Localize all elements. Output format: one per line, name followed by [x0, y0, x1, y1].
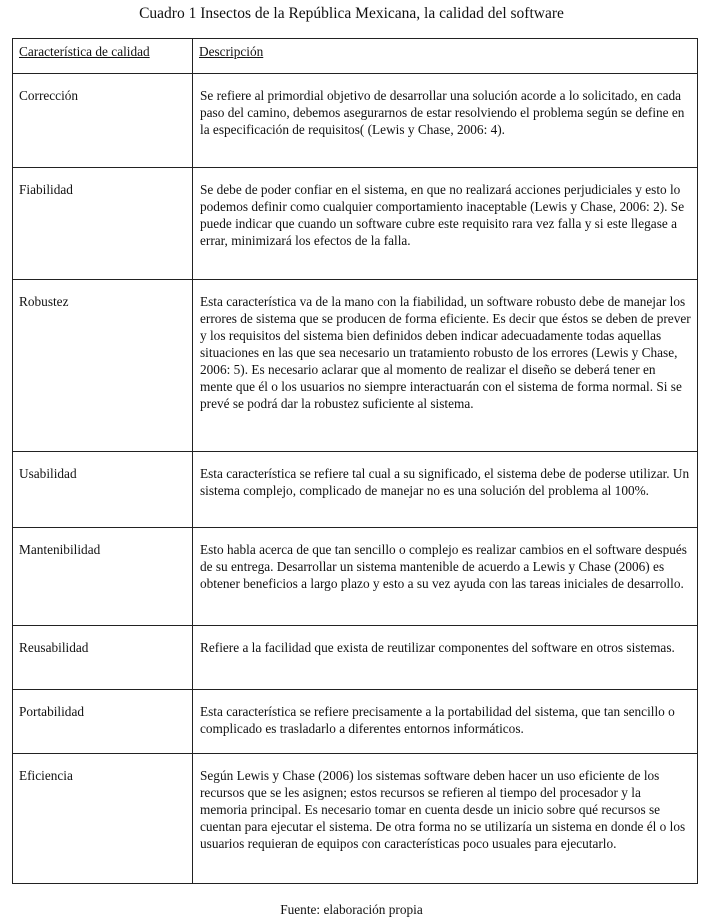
quality-table	[12, 38, 698, 884]
row-description: Refiere a la facilidad que exista de reutilizar componentes del software en otros sistemas.	[193, 626, 698, 690]
table-row	[13, 626, 698, 690]
row-description: Esta característica va de la mano con la fiabilidad, un software robusto debe de manejar los errores de sistema que se producen de forma eficiente. Es decir que éstos se deben de prever y los requisitos del sistema bien definidos deben indicar adecuadamente todas aquellas situaciones en las que sea necesario un tratamiento robusto de los errores (Lewis y Chase, 2006: 5). Es necesario aclarar que al momento de realizar el diseño se deberá tener en mente que él o los usuarios no siempre interactuarán con el sistema de forma normal. Si se prevé se podrá dar la robustez suficiente al sistema.	[193, 280, 698, 452]
row-name: Eficiencia	[13, 754, 193, 884]
row-description: Esta característica se refiere precisamente a la portabilidad del sistema, que tan sencillo o complicado es trasladarlo a diferentes entornos informáticos.	[193, 690, 698, 754]
row-name: Portabilidad	[13, 690, 193, 754]
table-row	[13, 452, 698, 528]
header-characteristic	[13, 39, 193, 74]
row-description: Se debe de poder confiar en el sistema, en que no realizará acciones perjudiciales y esto lo podemos definir como cualquier comportamiento inaceptable (Lewis y Chase, 2006: 2). Se puede indicar que cuando un software cubre este requisito rara vez falla y si este llegase a errar, minimizará los efectos de la falla.	[193, 168, 698, 280]
header-characteristic-label: Característica de calidad	[19, 44, 150, 59]
table-caption: Cuadro 1 Insectos de la República Mexicana, la calidad del software	[139, 5, 564, 22]
table-row	[13, 528, 698, 626]
header-description-label: Descripción	[199, 44, 264, 59]
header-row	[13, 39, 698, 74]
row-name: Usabilidad	[13, 452, 193, 528]
row-name: Reusabilidad	[13, 626, 193, 690]
table-row	[13, 690, 698, 754]
row-name: Fiabilidad	[13, 168, 193, 280]
table-row	[13, 168, 698, 280]
row-description: Esto habla acerca de que tan sencillo o complejo es realizar cambios en el software después de su entrega. Desarrollar un sistema mantenible de acuerdo a Lewis y Chase (2006) es obtener beneficios a largo plazo y esto a su vez ayuda con las tareas iniciales de desarrollo.	[193, 528, 698, 626]
row-description: Esta característica se refiere tal cual a su significado, el sistema debe de poderse utilizar. Un sistema complejo, complicado de manejar no es una solución del problema al 100%.	[193, 452, 698, 528]
source-footer: Fuente: elaboración propia	[280, 902, 423, 917]
header-description	[193, 39, 698, 74]
table-row	[13, 280, 698, 452]
row-name: Robustez	[13, 280, 193, 452]
row-description: Se refiere al primordial objetivo de desarrollar una solución acorde a lo solicitado, en cada paso del camino, debemos asegurarnos de estar resolviendo el problema según se define en la especificación de requisitos( (Lewis y Chase, 2006: 4).	[193, 74, 698, 168]
row-name: Corrección	[13, 74, 193, 168]
table-row	[13, 754, 698, 884]
table-row	[13, 74, 698, 168]
row-name: Mantenibilidad	[13, 528, 193, 626]
row-description: Según Lewis y Chase (2006) los sistemas software deben hacer un uso eficiente de los recursos que se les asignen; estos recursos se refieren al tiempo del procesador y la memoria principal. Es necesario tomar en cuenta desde un inicio sobre qué recursos se cuentan para ejecutar el sistema. De otra forma no se utilizaría un sistema en donde él o los usuarios requieran de equipos con características poco usuales para ejecutarlo.	[193, 754, 698, 884]
